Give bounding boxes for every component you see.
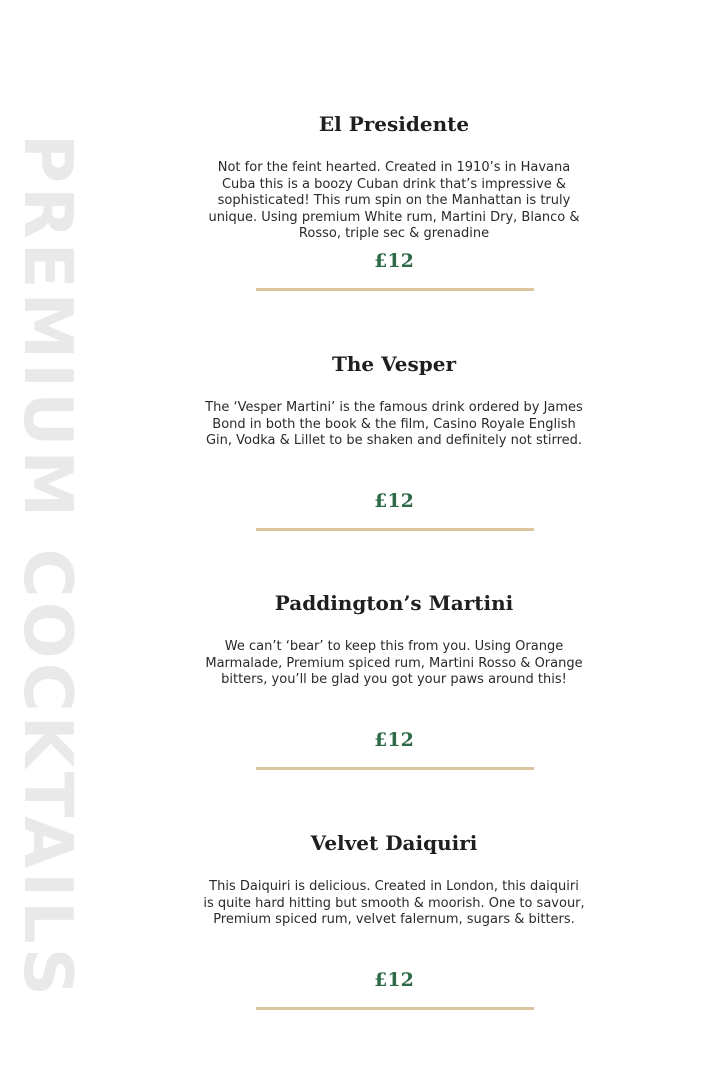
menu-item-name: Paddington’s Martini [274,591,514,615]
menu-item-name: Velvet Daiquiri [310,831,478,855]
menu-item-description: Not for the feint hearted. Created in 1910’s in Havana Cuba this is a boozy Cuban drink that’s impressive & sophisticated! This rum spin on the Manhattan is truly unique. Using premium White rum, Martini Dry, Blanco & Rosso, triple sec & grenadine [208,160,580,241]
menu-item-price: £12 [374,490,414,512]
menu-item-price: £12 [374,729,414,751]
menu-item-the-vesper [196,347,592,577]
divider [256,767,534,770]
menu-item-el-presidente [196,107,592,337]
divider [256,288,534,291]
menu-item-velvet-daiquiri [196,826,592,1056]
section-title-vertical: PREMIUM COCKTAILS [9,134,87,1000]
menu-item-description: The ‘Vesper Martini’ is the famous drink ordered by James Bond in both the book & the film, Casino Royale English Gin, Vodka & Lillet to be shaken and definitely not stirred. [205,400,583,448]
menu-item-description: This Daiquiri is delicious. Created in London, this daiquiri is quite hard hitting but smooth & moorish. One to savour, Premium spiced rum, velvet falernum, sugars & bitters. [203,879,585,927]
menu-item-paddingtons-martini [196,586,592,816]
menu-item-name: The Vesper [331,352,457,376]
divider [256,528,534,531]
menu-item-price: £12 [374,250,414,272]
divider [256,1007,534,1010]
menu-item-name: El Presidente [318,112,470,136]
menu-item-price: £12 [374,969,414,991]
menu-item-description: We can’t ‘bear’ to keep this from you. Using Orange Marmalade, Premium spiced rum, Martini Rosso & Orange bitters, you’ll be glad you got your paws around this! [205,639,583,687]
